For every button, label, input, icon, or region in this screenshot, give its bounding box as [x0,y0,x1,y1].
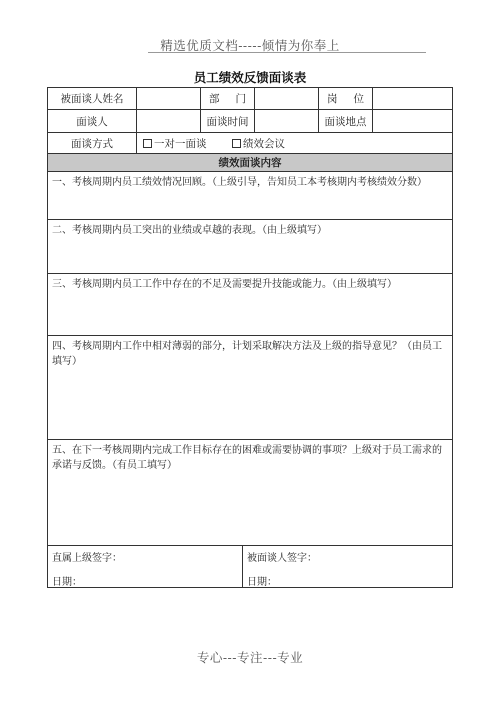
form-title: 员工绩效反馈面谈表 [193,70,307,85]
field-interview-time[interactable] [254,110,318,132]
question-3-text: 三、考核周期内员工工作中存在的不足及需要提升技能或能力。（由上级填写） [52,279,397,290]
question-block-5[interactable] [48,440,452,546]
label-interviewee-name: 被面谈人姓名 [60,93,124,105]
field-interviewer[interactable] [136,110,200,132]
label-interview-method: 面谈方式 [71,137,113,150]
question-2-text: 二、考核周期内员工突出的业绩或卓越的表现。（由上级填写） [52,225,327,236]
field-position[interactable] [372,88,452,109]
question-4-text: 四、考核周期内工作中相对薄弱的部分，计划采取解决方法及上级的指导意见？（由员工填写） [52,341,442,367]
question-block-3[interactable] [48,274,452,336]
field-interview-location[interactable] [372,110,452,132]
signature-row [48,546,452,587]
section-header-row [48,154,452,172]
info-row-2 [48,110,452,133]
supervisor-date-label: 日期： [52,577,82,588]
option-performance-meeting[interactable]: 绩效会议 [226,133,452,153]
checkbox-one-on-one[interactable] [143,139,152,148]
supervisor-signature-label: 直属上级签字： [52,553,122,564]
interviewee-date-label: 日期： [247,577,277,588]
question-block-4[interactable] [48,336,452,440]
field-department[interactable] [254,88,318,109]
question-block-1[interactable] [48,172,452,220]
label-interview-location: 面谈地点 [318,110,372,132]
info-row-1 [48,88,452,110]
question-block-2[interactable] [48,220,452,274]
question-1-text: 一、考核周期内员工绩效情况回顾。（上级引导，告知员工本考核期内考核绩效分数） [52,177,427,188]
label-department: 部门 [200,88,254,109]
checkbox-performance-meeting[interactable] [232,139,241,148]
option-one-on-one[interactable]: 一对一面谈 [136,133,226,153]
question-5-text: 五、在下一考核周期内完成工作目标存在的困难或需要协调的事项？上级对于员工需求的承诺与反馈。（有员工填写） [52,445,442,471]
page-header: 精选优质文档-----倾情为你奉上 [160,38,340,53]
interviewee-signature-cell[interactable] [242,546,452,587]
interviewee-signature-label: 被面谈人签字： [247,553,317,564]
label-interviewer: 面谈人 [76,115,108,128]
page-footer: 专心---专注---专业 [196,650,304,665]
label-interview-time: 面谈时间 [200,110,254,132]
header-divider [148,52,426,53]
label-position: 岗位 [318,88,372,109]
appraisal-form-table [47,87,453,588]
field-interviewee-name[interactable] [136,88,200,109]
supervisor-signature-cell[interactable] [48,546,242,587]
section-title: 绩效面谈内容 [218,157,282,169]
info-row-3 [48,133,452,154]
